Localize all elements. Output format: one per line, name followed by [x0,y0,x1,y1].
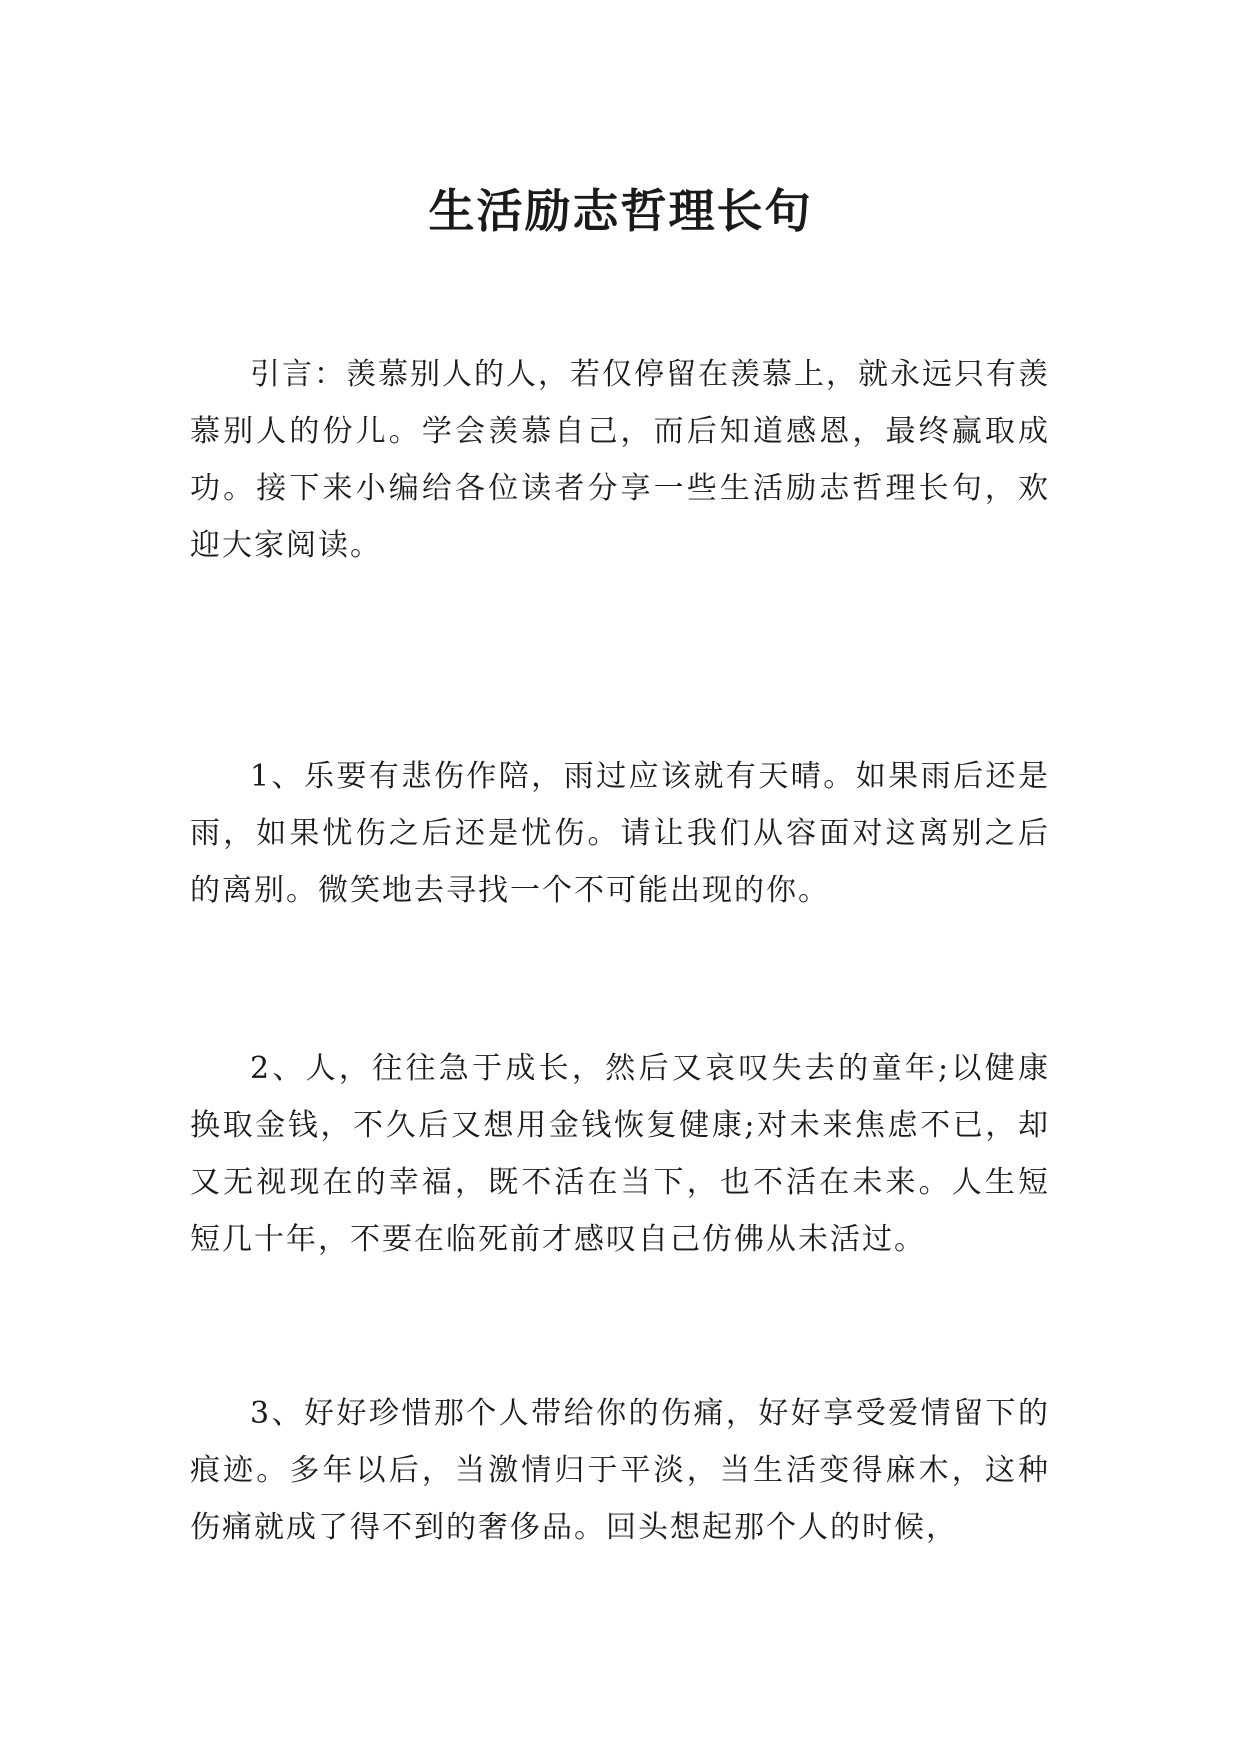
page-title: 生活励志哲理长句 [428,183,813,238]
quote-paragraph-2: 2、人，往往急于成长，然后又哀叹失去的童年;以健康换取金钱，不久后又想用金钱恢复健康;对未来焦虑不已，却又无视现在的幸福，既不活在当下，也不活在未来。人生短短几十年，不要在临死前才感叹自己仿佛从未活过。 [190,1051,1050,1257]
quote-paragraph-1: 1、乐要有悲伤作陪，雨过应该就有天晴。如果雨后还是雨，如果忧伤之后还是忧伤。请让我们从容面对这离别之后的离别。微笑地去寻找一个不可能出现的你。 [190,759,1050,908]
quote-paragraph-3: 3、好好珍惜那个人带给你的伤痛，好好享受爱情留下的痕迹。多年以后，当激情归于平淡，当生活变得麻木，这种伤痛就成了得不到的奢侈品。回头想起那个人的时候， [190,1396,1050,1545]
intro-paragraph: 引言：羡慕别人的人，若仅停留在羡慕上，就永远只有羡慕别人的份儿。学会羡慕自己，而后知道感恩，最终赢取成功。接下来小编给各位读者分享一些生活励志哲理长句，欢迎大家阅读。 [190,357,1050,563]
